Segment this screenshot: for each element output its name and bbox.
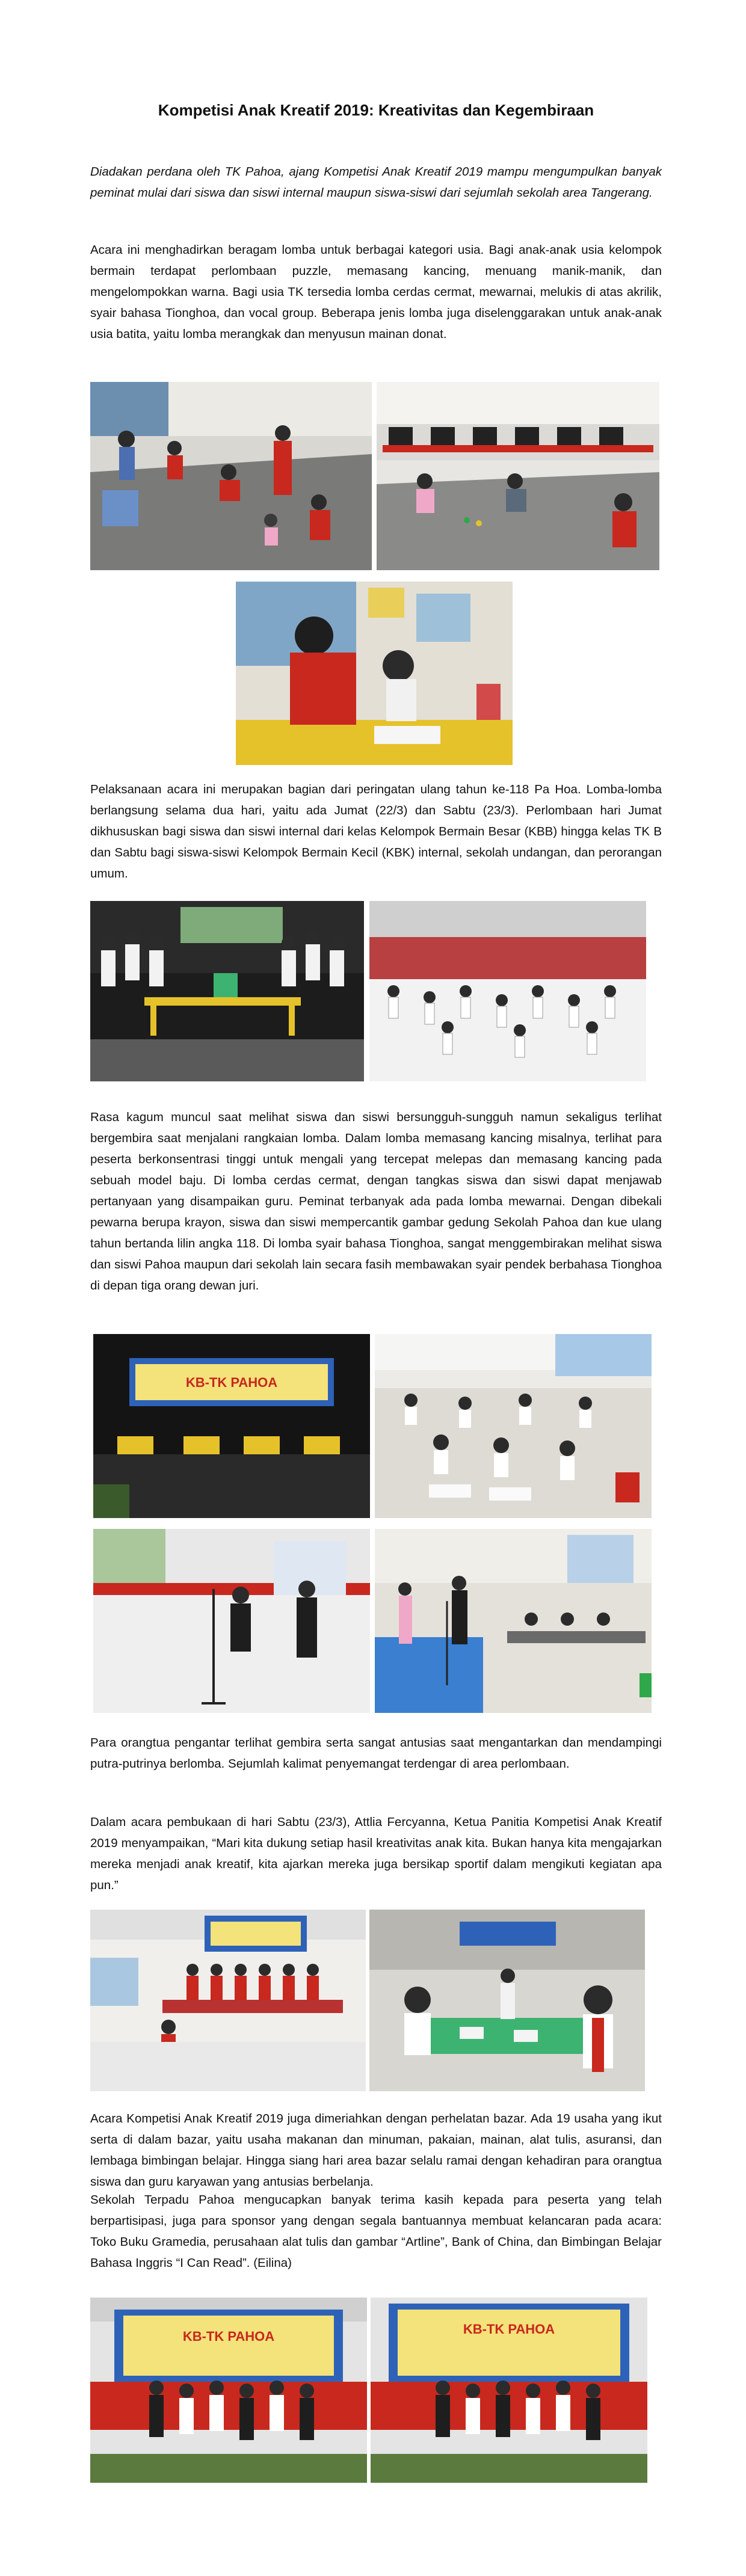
photo-winners-group-1 <box>90 2298 367 2483</box>
photo-opening-performance <box>90 1910 366 2091</box>
article-lead: Diadakan perdana oleh TK Pahoa, ajang Kompetisi Anak Kreatif 2019 mampu mengumpulkan banyak peminat mulai dari siswa dan siswi internal maupun siswa-siswi dari sejumlah sekolah area Tangerang. <box>90 165 662 200</box>
photo-children-dancing <box>369 901 646 1081</box>
photo-classroom-activity <box>377 382 659 570</box>
photo-poetry-recital <box>93 1529 370 1713</box>
banner-text: KB-TK PAHOA <box>463 2322 555 2337</box>
photo-judges-table <box>375 1529 652 1713</box>
photo-toddlers-playing <box>90 382 372 570</box>
photo-bazaar-children <box>369 1910 645 2091</box>
banner-text: KB-TK PAHOA <box>185 1375 278 1390</box>
photo-teacher-with-child <box>236 582 513 765</box>
paragraph-opening-speech: Dalam acara pembukaan di hari Sabtu (23/3), Attlia Fercyanna, Ketua Panitia Kompetisi Anak Kreatif 2019 menyampaikan, “Mari kita dukung setiap hasil kreativitas anak kita. Bukan hanya kita mengajarkan mereka menjadi anak kreatif, kita ajarkan mereka juga bersikap sportif dalam mengikuti kegiatan apa pun.” <box>90 1815 662 1892</box>
paragraph-competition-highlights: Rasa kagum muncul saat melihat siswa dan siswi bersungguh-sungguh namun sekaligus terlihat bergembira saat menjalani rangkaian lomba. Dalam lomba memasang kancing misalnya, terlihat para peserta berkonsentrasi tinggi untuk mengali yang tercepat melepas dan memasang kancing pada sebuah model baju. Di lomba cerdas cermat, dengan tangkas siswa dan siswi dapat menjawab pertanyaan yang disampaikan guru. Peminat terbanyak ada pada lomba mewarnai. Dengan dibekali pewarna berupa krayon, siswa dan siswi mempercantik gambar gedung Sekolah Pahoa dan kue ulang tahun bertanda lilin angka 118. Di lomba syair bahasa Tionghoa, sangat menggembirakan melihat siswa dan siswi Pahoa maupun dari sekolah lain secara fasih membawakan syair pendek berbahasa Tionghoa di depan tiga orang dewan juri. <box>90 1110 662 1293</box>
photo-children-on-stage <box>90 901 364 1081</box>
paragraph-bazaar: Acara Kompetisi Anak Kreatif 2019 juga dimeriahkan dengan perhelatan bazar. Ada 19 usaha yang ikut serta di dalam bazar, yaitu usaha makanan dan minuman, pakaian, mainan, alat tulis, asuransi, dan lembaga bimbingan belajar. Hingga siang hari area bazar selalu ramai dengan kehadiran para orangtua siswa dan guru karyawan yang antusias berbelanja. <box>90 2112 662 2189</box>
photo-coloring-contest <box>375 1334 652 1518</box>
photo-stage-quiz <box>93 1334 370 1518</box>
paragraph-acknowledgements: Sekolah Terpadu Pahoa mengucapkan banyak terima kasih kepada para peserta yang telah berpartisipasi, juga para sponsor yang dengan segala bantuannya membuat kelancaran pada acara: Toko Buku Gramedia, perusahaan alat tulis dan gambar “Artline”, Bank of China, dan Bimbingan Belajar Bahasa Inggris “I Can Read”. (Eilina) <box>90 2193 662 2270</box>
paragraph-event-schedule: Pelaksanaan acara ini merupakan bagian dari peringatan ulang tahun ke-118 Pa Hoa. Lomba-lomba berlangsung selama dua hari, yaitu ada Jumat (22/3) dan Sabtu (23/3). Perlombaan hari Jumat dikhususkan bagi siswa dan siswi internal dari kelas Kelompok Bermain Besar (KBB) hingga kelas TK B dan Sabtu bagi siswa-siswi Kelompok Bermain Kecil (KBK) internal, sekolah undangan, dan perorangan umum. <box>90 782 662 881</box>
paragraph-parents: Para orangtua pengantar terlihat gembira serta sangat antusias saat mengantarkan dan mendampingi putra-putrinya berlomba. Sejumlah kalimat penyemangat terdengar di area perlombaan. <box>90 1736 662 1771</box>
paragraph-competition-categories: Acara ini menghadirkan beragam lomba untuk berbagai kategori usia. Bagi anak-anak usia kelompok bermain terdapat perlombaan puzzle, memasang kancing, menuang manik-manik, dan mengelompokkan warna. Bagi usia TK tersedia lomba cerdas cermat, mewarnai, melukis di atas akrilik, syair bahasa Tionghoa, dan vocal group. Beberapa jenis lomba juga diselenggarakan untuk anak-anak usia batita, yaitu lomba merangkak dan menyusun mainan donat. <box>90 243 662 341</box>
photo-winners-group-2 <box>371 2298 647 2483</box>
banner-text: KB-TK PAHOA <box>182 2329 275 2344</box>
article-title: Kompetisi Anak Kreatif 2019: Kreativitas dan Kegembiraan <box>158 101 594 120</box>
